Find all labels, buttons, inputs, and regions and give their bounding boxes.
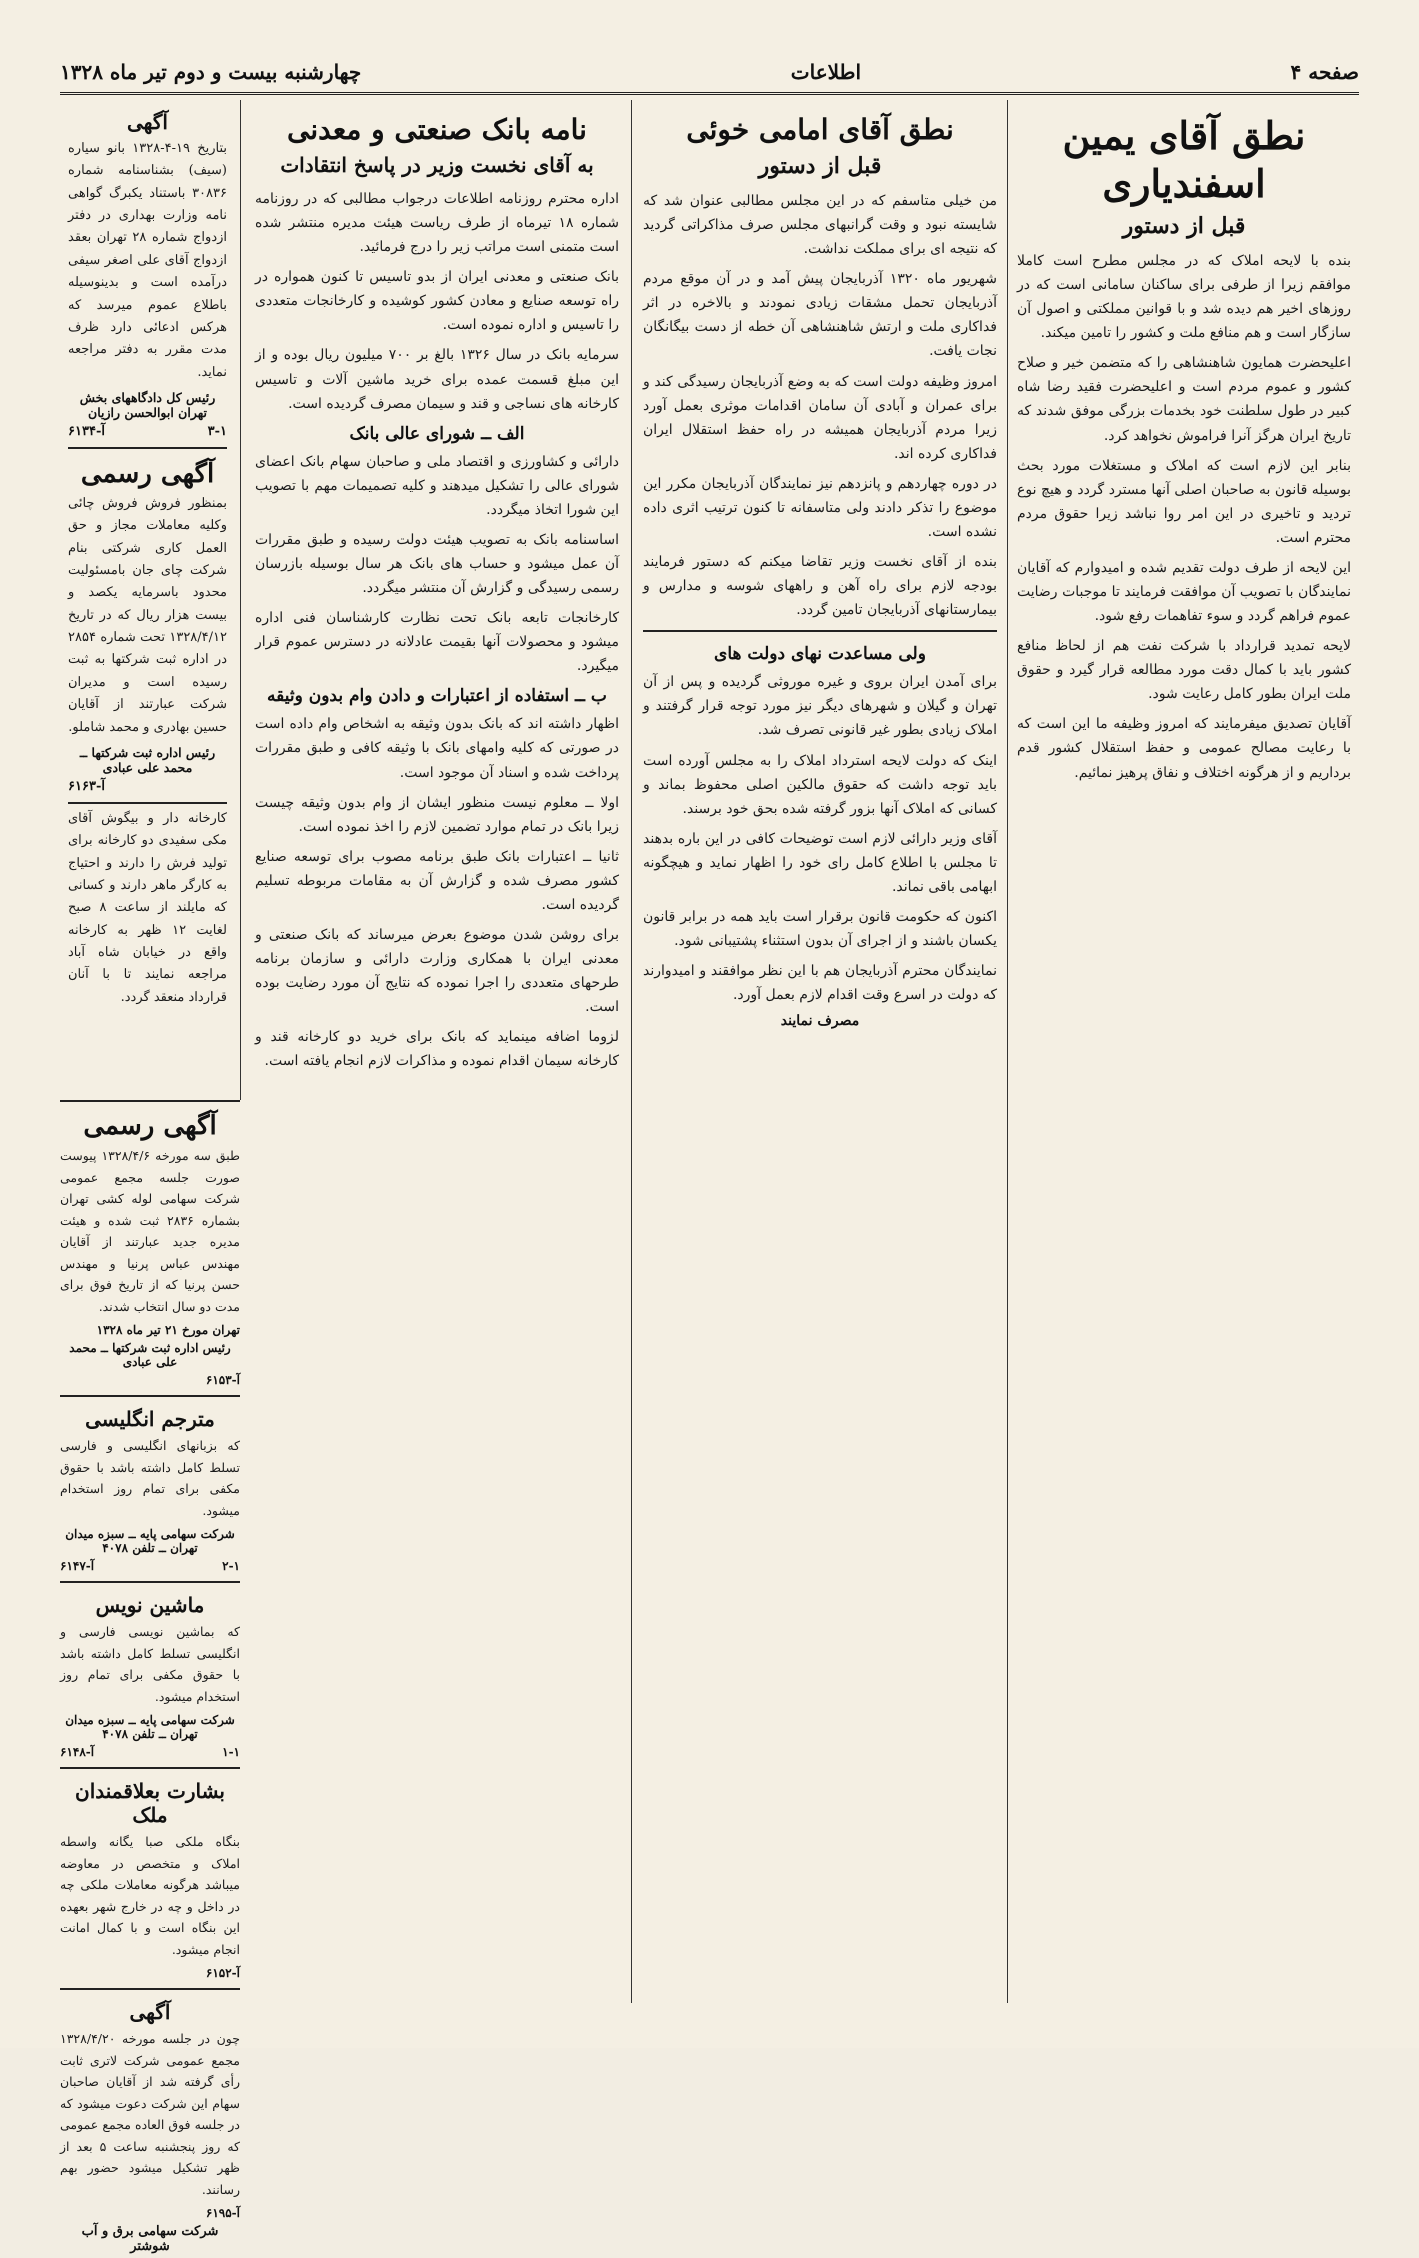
page-number: صفحه ۴ (1290, 60, 1359, 84)
article-emami-khoei (635, 100, 1005, 2003)
ad-codes (60, 2206, 240, 2220)
paragraph: آقای وزیر دارائی لازم است توضیحات کافی در این باره بدهند تا مجلس با اطلاع کامل رای خود را اظهار نماید و هیچگونه ابهامی باقی نماند. (643, 830, 997, 895)
notice-sign: رئیس کل دادگاههای بخش تهران ابوالحسن رازیان (79, 389, 216, 420)
column-rule (631, 100, 632, 2003)
ad-title: بشارت بعلاقمندان ملک (75, 1779, 225, 1827)
article-industrial-bank-letter (247, 100, 627, 2003)
notice-sign: رئیس اداره ثبت شرکتها ــ محمد علی عبادی (79, 744, 216, 775)
ad-codes (60, 1745, 240, 1759)
notices-column (60, 100, 235, 1100)
ad-code-right: ۲-۱ (222, 1559, 240, 1573)
ad-body: چون در جلسه مورخه ۱۳۲۸/۴/۲۰ مجمع عمومی شرکت لاتری ثابت رأی گرفته شد از آقایان صاحبان سهام این شرکت دعوت میشود که در جلسه فوق العاده مجمع عمومی که روز پنجشنبه ساعت ۵ بعد از ظهر تشکیل میشود حضور بهم رسانند. (60, 2031, 241, 2197)
notice-body: کارخانه دار و بیگوش آقای مکی سفیدی دو کارخانه برای تولید فرش را دارند و احتیاج به کارگر ماهر دارند و کسانی که مایلند از ساعت ۸ صبح لغایت ۱۲ ظهر به کارخانه واقع در خیابان شاه آباد مراجعه نمایند تا با آنان قرارداد منعقد گردد. (68, 810, 227, 1005)
ad-title: آگهی (129, 2000, 171, 2024)
paragraph: بنده از آقای نخست وزیر تقاضا میکنم که دستور فرمایند بودجه لازم برای راه آهن و راههای شوسه و مدارس و بیمارستانهای آذربایجان تامین گردد. (643, 554, 997, 619)
paragraph: بنابر این لازم است که املاک و مستغلات مورد بحث بوسیله قانون به صاحبان اصلی آنها مسترد گردد و هیچ نوع تردید و تاخیری در این امر روا نباشد زیرا حقوق مردم محترم است. (1017, 457, 1351, 546)
article-footer: مصرف نمایند (780, 1013, 860, 1030)
paragraph: این لایحه از طرف دولت تقدیم شده و امیدوارم که آقایان نمایندگان با تصویب آن موافقت فرمایند تا موجبات رضایت عموم فراهم گردد و سوء تفاهمات رفع شود. (1017, 559, 1351, 625)
paragraph: آقایان تصدیق میفرمایند که امروز وظیفه ما این است که با رعایت مصالح عمومی و حفظ استقلال کشور قدم برداریم و از هرگونه اختلاف و نفاق پرهیز نمائیم. (1017, 716, 1351, 781)
ad-body: که بماشین نویسی فارسی و انگلیسی تسلط کامل داشته باشد با حقوق مکفی برای تمام روز استخدام میشود. (60, 1624, 240, 1704)
article-subtitle: به آقای نخست وزیر در پاسخ انتقادات (280, 153, 594, 177)
ad-code-right: ۱-۱ (222, 1745, 240, 1759)
paper-name: اطلاعات (790, 60, 862, 84)
column-rule (1007, 100, 1008, 2003)
ad-sign: شرکت سهامی برق و آب شوشتر (81, 2224, 219, 2254)
notice (68, 447, 227, 794)
ad-code-left: آ-۶۱۴۷ (60, 1559, 95, 1573)
section-rule (60, 1100, 240, 1102)
ad-code: آ-۶۱۹۵ (205, 2206, 240, 2220)
paragraph: من خیلی متاسفم که در این مجلس مطالبی عنوان شد که شایسته نبود و وقت گرانبهای مجلس صرف مذاکراتی گردید که نتیجه ای برای مملکت نداشت. (643, 193, 997, 258)
paragraph: امروز وظیفه دولت است که به وضع آذربایجان رسیدگی کند و برای عمران و آبادی آن سامان اقدامات موثری بعمل آورد زیرا مردم آذربایجان همیشه در راه حفظ استقلال ایران فداکاری کرده اند. (643, 373, 997, 462)
page-header (60, 52, 1359, 95)
notice-code-left: آ-۶۱۳۴ (68, 423, 105, 439)
section-divider (643, 630, 997, 636)
ad-codes (60, 1373, 240, 1387)
ad-body: که بزبانهای انگلیسی و فارسی تسلط کامل داشته باشد با حقوق مکفی برای تمام روز استخدام میشود. (60, 1438, 240, 1518)
paragraph: لزوما اضافه مینماید که بانک برای خرید دو کارخانه قند و کارخانه سیمان اقدام نموده و مذاکرات لازم انجام یافته است. (255, 1029, 619, 1070)
ad-title: مترجم انگلیسی (85, 1407, 215, 1431)
classified-ad (60, 1581, 240, 1759)
article-subtitle: قبل از دستور (758, 153, 882, 179)
paragraph: ثانیا ــ اعتبارات بانک طبق برنامه مصوب برای توسعه صنایع کشور مصرف شده و گزارش آن به مقامات مربوطه تسلیم گردیده است. (255, 848, 619, 913)
article-subtitle: قبل از دستور (1122, 213, 1246, 239)
paragraph: شهریور ماه ۱۳۲۰ آذربایجان پیش آمد و در آن موقع مردم آذربایجان تحمل مشقات زیادی نمودند و بالاخره در اثر فداکاری ملت و ارتش شاهنشاهی آن خطه از دست بیگانگان نجات یافت. (643, 271, 997, 360)
paragraph: در دوره چهاردهم و پانزدهم نیز نمایندگان آذربایجان مکرر این موضوع را تذکر دادند ولی متاسفانه تا کنون ترتیب اثری داده نشده است. (643, 475, 997, 541)
notice-code-left: آ-۶۱۶۳ (68, 778, 105, 794)
classified-ad (60, 1988, 240, 2254)
paragraph: اساسنامه بانک به تصویب هیئت دولت رسیده و طبق مقررات آن عمل میشود و حساب های بانک هر سال بوسیله بازرسان رسمی رسیدگی و گزارش آن منتشر میگردد. (255, 531, 619, 597)
paragraph: کارخانجات تابعه بانک تحت نظارت کارشناسان فنی اداره میشود و محصولات آنها بقیمت عادلانه در دسترس عموم قرار میگیرد. (255, 610, 619, 675)
ad-codes (60, 1966, 240, 1980)
notice-code-right: ۳-۱ (207, 423, 227, 439)
classified-ad (60, 1111, 240, 1387)
notice-body: بتاریخ ۱۹-۴-۱۳۲۸ بانو سیاره (سیف) بشناسنامه شماره ۳۰۸۳۶ باستناد یکبرگ گواهی نامه وزارت بهداری در دفتر ازدواج شماره ۲۸ تهران بعقد ازدواج آقای علی اصغر سیفی درآمده است و بدینوسیله باطلاع عموم میرسد که هرکس ادعائی دارد ظرف مدت مقرر به دفتر مراجعه نماید. (68, 141, 227, 380)
ad-code-left: آ-۶۱۴۸ (60, 1745, 95, 1759)
notice-title: آگهی (127, 110, 168, 134)
ad-sign: شرکت سهامی پایه ــ سبزه میدان تهران ــ تلفن ۴۰۷۸ (65, 1527, 235, 1555)
ad-title: ماشین نویس (95, 1593, 205, 1617)
paragraph: بانک صنعتی و معدنی ایران از بدو تاسیس تا کنون همواره در راه توسعه صنایع و معادن کشور کوشیده و کارخانجات متعددی را تاسیس و اداره نموده است. (255, 269, 619, 334)
ad-sign: رئیس اداره ثبت شرکتها ــ محمد علی عبادی (69, 1341, 231, 1369)
section-title: ولی مساعدت نهای دولت های (714, 644, 926, 665)
notice (68, 110, 227, 439)
article-title: نطق آقای امامی خوئی (686, 113, 954, 146)
article-title: نطق آقای یمین اسفندیاری (1062, 113, 1306, 206)
issue-date: چهارشنبه بیست و دوم تیر ماه ۱۳۲۸ (60, 60, 362, 84)
paragraph: اکنون که حکومت قانون برقرار است باید همه در برابر قانون یکسان باشند و از اجرای آن بدون استثناء پشتیبانی شود. (643, 909, 997, 950)
column-rule (240, 100, 241, 1100)
ad-sign: شرکت سهامی پایه ــ سبزه میدان تهران ــ تلفن ۴۰۷۸ (65, 1713, 235, 1741)
classified-ads (60, 1105, 240, 2258)
paragraph: دارائی و کشاورزی و اقتصاد ملی و صاحبان سهام بانک اعضای شورای عالی را تشکیل میدهند و کلیه تصمیمات مهم با تصویب این شورا اتخاذ میگردد. (255, 453, 619, 518)
classified-ad (60, 1767, 240, 1980)
paragraph: برای روشن شدن موضوع بعرض میرساند که بانک صنعتی و معدنی ایران با همکاری وزارت دارائی و سازمان برنامه طرحهای متعددی را اجرا نموده که نتایج آن مورد رضایت بوده است. (255, 927, 619, 1016)
ad-date: تهران مورخ ۲۱ تیر ماه ۱۳۲۸ (96, 1323, 240, 1337)
paragraph: سرمایه بانک در سال ۱۳۲۶ بالغ بر ۷۰۰ میلیون ریال بوده و از این مبلغ قسمت عمده برای خرید ماشین آلات و تاسیس کارخانه های نساجی و قند و سیمان مصرف گردیده است. (255, 347, 619, 412)
notice-codes (68, 424, 227, 439)
section-title: الف ــ شورای عالی بانک (349, 423, 525, 444)
ad-code: آ-۶۱۵۲ (205, 1966, 240, 1980)
paragraph: لایحه تمدید قرارداد با شرکت نفت هم از لحاظ منافع کشور باید با کمال دقت مورد مطالعه قرار گیرد و حقوق ملت ایران بطور کامل رعایت شود. (1017, 638, 1351, 703)
notice-title: آگهی رسمی (80, 458, 215, 489)
ad-codes (60, 1323, 240, 1337)
article-title: نامه بانک صنعتی و معدنی (287, 113, 587, 146)
ad-body: بنگاه ملکی صبا یگانه واسطه املاک و متخصص در معاوضه میباشد هرگونه معاملات ملکی چه در داخل و چه در خارج شهر بعهده این بنگاه است و با کمال امانت انجام میشود. (60, 1834, 240, 1957)
notice-body: بمنظور فروش فروش چائی وکلیه معاملات مجاز و حق العمل کاری شرکتی بنام شرکت چای جان بامسئولیت محدود باسرمایه یکصد و بیست هزار ریال که در تاریخ ۱۳۲۸/۴/۱۲ تحت شماره ۲۸۵۴ در اداره ثبت شرکتها به ثبت رسیده است و مدیران شرکت عبارتند از آقایان حسین بهادری و محمد شاملو. (68, 495, 227, 735)
ad-body: طبق سه مورخه ۱۳۲۸/۴/۶ پیوست صورت جلسه مجمع عمومی شرکت سهامی لوله کشی تهران بشماره ۲۸۳۶ ثبت شده و هیئت مدیره جدید عبارتند از آقایان مهندس عباس پرنیا و مهندس حسن پرنیا که از تاریخ فوق برای مدت دو سال انتخاب شدند. (60, 1148, 241, 1314)
paragraph: اینک که دولت لایحه استرداد املاک را به مجلس آورده است باید توجه داشت که حقوق مالکین اصلی محفوظ بماند و کسانی که املاک آنها بزور گرفته شده بحق خود برسند. (643, 752, 997, 817)
classified-ad (60, 1395, 240, 1573)
paragraph: اعلیحضرت همایون شاهنشاهی را که متضمن خیر و صلاح کشور و عموم مردم است و اعلیحضرت فقید رضا شاه کبیر در طول سلطنت خود بخدمات بزرگی موفق شدند که تاریخ ایران هرگز آنرا فراموش نخواهد کرد. (1017, 355, 1351, 444)
paragraph: اولا ــ معلوم نیست منظور ایشان از وام بدون وثیقه چیست زیرا بانک در تمام موارد تضمین لازم را اخذ نموده است. (255, 794, 619, 835)
ad-title: آگهی رسمی (83, 1111, 217, 1141)
paragraph: برای آمدن ایران بروی و غیره موروثی گردیده و پس از آن تهران و گیلان و شهرهای دیگر نیز مورد توجه قرار گرفتند و املاک زیادی بطور غیر قانونی تصرف شد. (643, 674, 997, 739)
paragraph: بنده با لایحه املاک که در مجلس مطرح است کاملا موافقم زیرا از طرفی برای ساکنان سامانی است که در روزهای اخیر هم دیده شد و با قوانین مملکتی و اصول آن سازگار است و هم منافع ملت و کشور را تامین میکند. (1017, 253, 1351, 342)
notice (68, 802, 227, 1009)
notice-codes (68, 779, 227, 794)
paragraph: اظهار داشته اند که بانک بدون وثیقه به اشخاص وام داده است در صورتی که کلیه وامهای بانک با وثیقه کافی و طبق مقررات پرداخت شده و اسناد آن موجود است. (255, 716, 619, 781)
paragraph: نمایندگان محترم آذربایجان هم با این نظر موافقند و امیدوارند که دولت در اسرع وقت اقدام لازم بعمل آورد. (643, 963, 997, 1004)
paragraph: اداره محترم روزنامه اطلاعات درجواب مطالبی که در روزنامه شماره ۱۸ تیرماه از طرف ریاست هیئت مدیره منتشر شده است متمنی است مراتب زیر را درج فرمائید. (255, 191, 620, 256)
ad-codes (60, 1559, 240, 1573)
article-yamin-esfandiari (1009, 100, 1359, 2003)
section-title: ب ــ استفاده از اعتبارات و دادن وام بدون وثیقه (267, 686, 607, 707)
ad-code: آ-۶۱۵۳ (205, 1373, 240, 1387)
